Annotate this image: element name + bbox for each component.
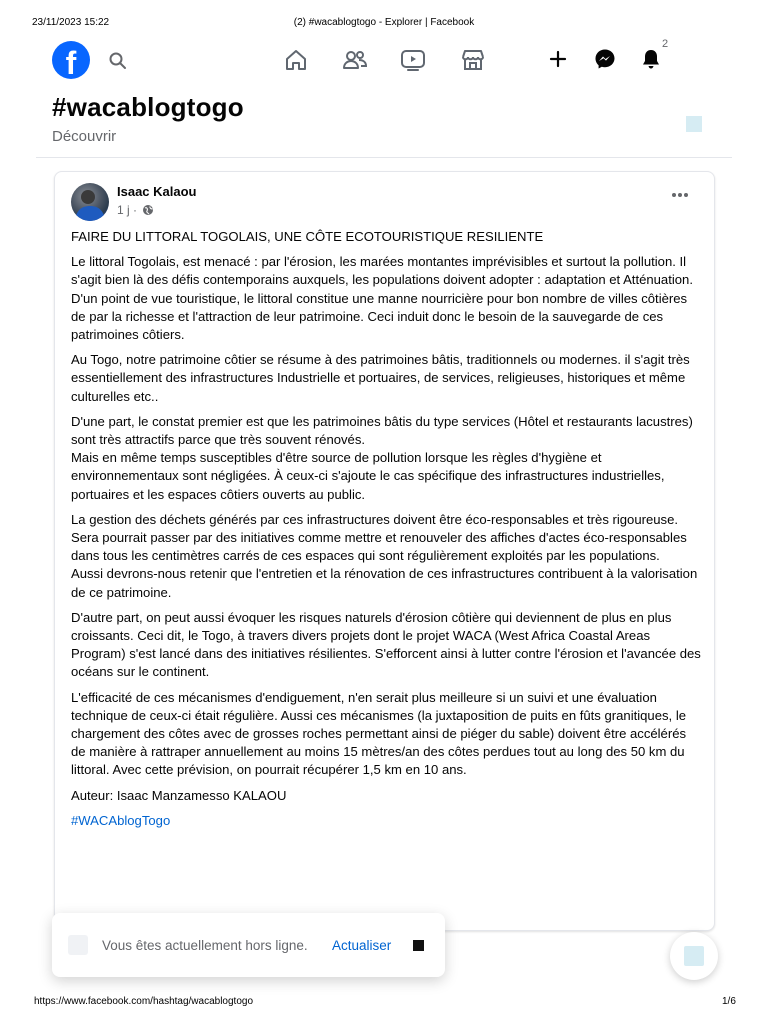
author-name[interactable]: Isaac Kalaou — [117, 184, 197, 199]
post-paragraph — [71, 511, 703, 602]
watch-icon[interactable] — [400, 48, 426, 72]
bell-icon[interactable] — [640, 48, 662, 70]
top-navigation-bar — [0, 38, 768, 84]
page-subtitle: Découvrir — [52, 128, 117, 145]
print-date: 23/11/2023 15:22 — [32, 17, 110, 28]
hashtag-header — [52, 92, 244, 145]
marketplace-icon[interactable] — [460, 48, 486, 72]
divider — [36, 157, 732, 158]
compose-icon — [684, 946, 704, 966]
notification-count: 2 — [662, 38, 669, 50]
print-header — [0, 0, 768, 40]
post-author-line: Auteur: Isaac Manzamesso KALAOU — [71, 787, 287, 803]
post-card — [54, 171, 715, 931]
post-line: Mais en même temps susceptibles d'être source de pollution lorsque les règles d'hygiène et environnementaux sont négligées. À ceux-ci s'ajoute le cas spécifique des infrastructures industrielles, portuaires et les espaces côtiers ouverts au public. — [71, 450, 665, 502]
post-line: Aussi devrons-nous retenir que l'entretien et la rénovation de ces infrastructures contribuent à la valorisation de ce patrimoine. — [71, 566, 698, 600]
post-line: La gestion des déchets générés par ces infrastructures doivent être éco-responsables et très rigoureuse. Sera pourrait passer par des initiatives comme mettre et renouveler des affiches d'actes éco-responsables dans tous les centimètres carrés de ces espaces qui sont régulièrement exploités par les populations. — [71, 511, 687, 564]
print-page-number: 1/6 — [722, 996, 736, 1007]
refresh-button[interactable]: Actualiser — [332, 938, 392, 953]
print-title: (2) #wacablogtogo - Explorer | Facebook — [293, 17, 475, 28]
print-url: https://www.facebook.com/hashtag/wacablogtogo — [34, 996, 254, 1007]
close-icon[interactable] — [413, 940, 424, 951]
post-paragraph: Au Togo, notre patrimoine côtier se résume à des patrimoines bâtis, traditionnels ou modernes. il s'agit très essentiellement des infrastructures Industrielle et portuaires, de services, religieuses, historiques et même culturelles etc.. — [71, 352, 690, 404]
facebook-logo[interactable]: f — [52, 41, 90, 79]
page-title: #wacablogtogo — [52, 92, 244, 122]
offline-message: Vous êtes actuellement hors ligne. — [102, 938, 308, 953]
post-paragraph: D'autre part, on peut aussi évoquer les risques naturels d'érosion côtière qui deviennent de plus en plus croissants. Ceci dit, le Togo, à travers divers projets dont le projet WACA (West Africa Coastal Areas Program) s'est lancé dans des initiatives résilientes. S'efforcent ainsi à lutter contre l'érosion et l'avancée des océans sur le continent. — [71, 609, 701, 680]
home-icon[interactable] — [284, 48, 308, 72]
avatar[interactable] — [71, 183, 109, 221]
new-message-button[interactable] — [670, 932, 718, 980]
post-body — [71, 228, 703, 837]
placeholder-icon — [686, 116, 702, 132]
post-paragraph: Le littoral Togolais, est menacé : par l'érosion, les marées montantes imprévisibles et surtout la pollution. Il s'agit bien là des défis contemporains auxquels, les populations doivent adopter : adaptation et Atténuation. D'un point de vue touristique, le littoral constitue une manne nourricière pour bon nombre de villes côtières de par la richesse et l'attraction de leur patrimoine. Ceci induit donc le besoin de la sauvegarde de ces patrimoines côtiers. — [71, 254, 693, 343]
friends-icon[interactable] — [342, 48, 368, 72]
search-icon[interactable] — [108, 51, 128, 71]
post-time: 1 j · — [117, 203, 138, 217]
globe-icon — [142, 204, 154, 219]
post-paragraph — [71, 413, 703, 504]
messenger-icon[interactable] — [594, 48, 616, 70]
post-headline: FAIRE DU LITTORAL TOGOLAIS, UNE CÔTE ECOTOURISTIQUE RESILIENTE — [71, 229, 544, 244]
post-line: D'une part, le constat premier est que les patrimoines bâtis du type services (Hôtel et restaurants lacustres) sont très attractifs parce que très souvent rénovés. — [71, 413, 693, 448]
post-timestamp[interactable] — [117, 203, 154, 219]
offline-toast — [52, 913, 445, 977]
hashtag-link[interactable]: #WACAblogTogo — [71, 812, 171, 828]
post-paragraph: L'efficacité de ces mécanismes d'endiguement, n'en serait plus meilleure si un suivi et une évaluation technique de ceux-ci était régulière. Aussi ces mécanismes (la juxtaposition de puits en fûts granitiques, le chargement des côtes avec de grosses roches permettant ainsi de piéger du sable) doivent être accélérés de manière à rattraper annuellement au moins 15 mètres/an des côtes perdues tout au long des 50 km du littoral. Avec cette prévision, on pourrait récupérer 1,5 km en 10 ans. — [71, 689, 687, 778]
plus-icon[interactable] — [548, 49, 568, 69]
more-options-icon[interactable] — [671, 192, 689, 198]
offline-icon — [68, 935, 88, 955]
